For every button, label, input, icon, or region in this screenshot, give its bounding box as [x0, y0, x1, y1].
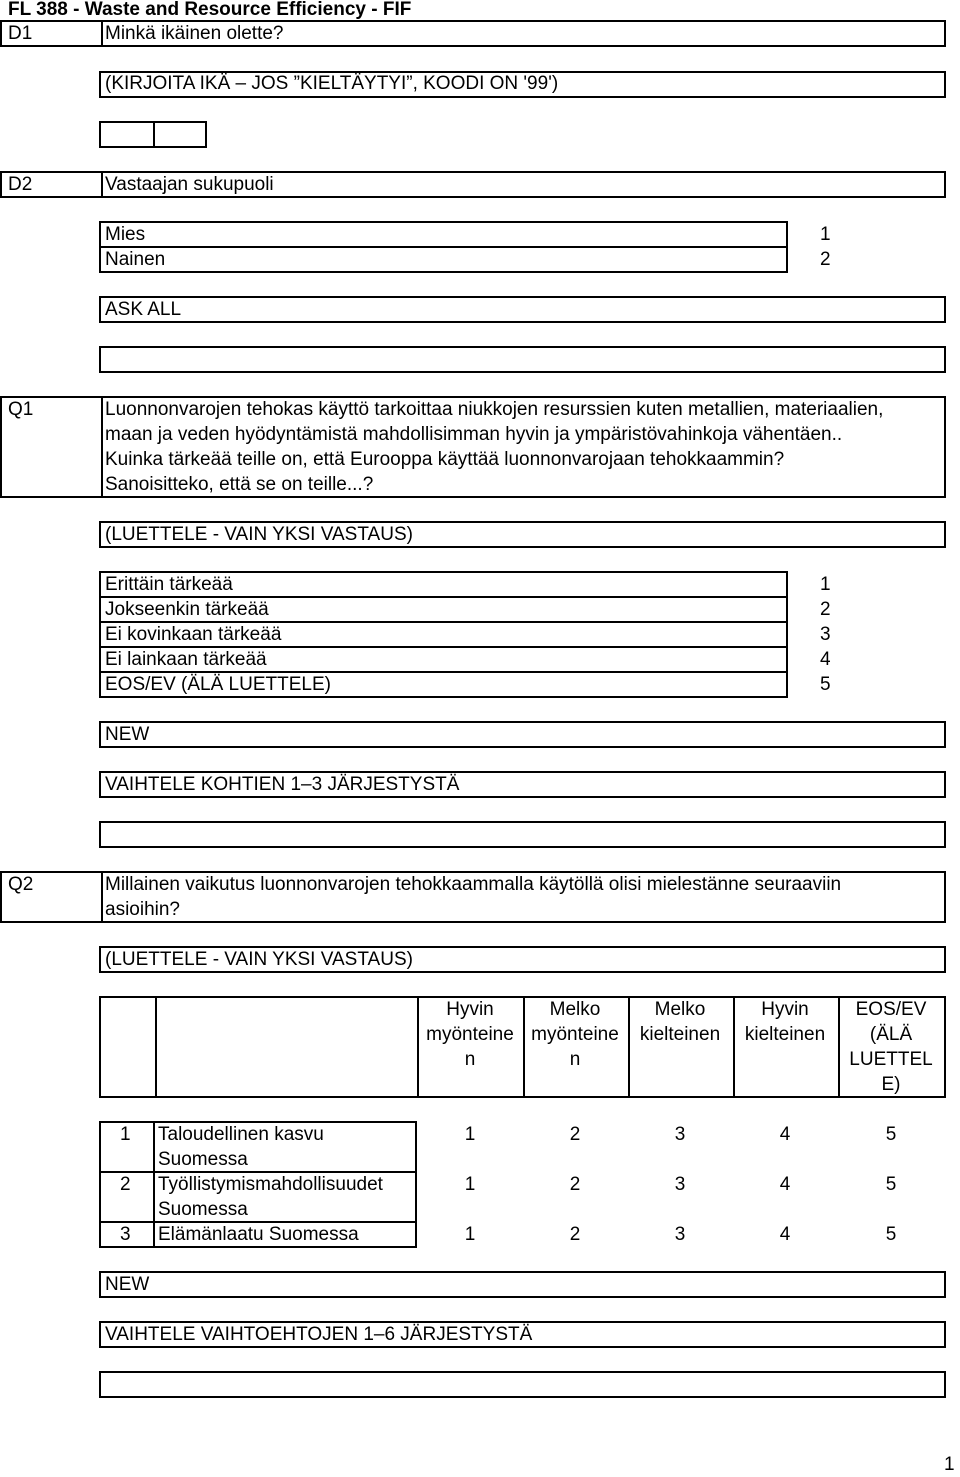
q1-option-label: EOS/EV (ÄLÄ LUETTELE) — [105, 674, 331, 695]
q2-answer-code[interactable]: 3 — [674, 1124, 686, 1145]
q2-answer-code[interactable]: 4 — [779, 1224, 791, 1245]
q1-option-code: 1 — [820, 574, 831, 595]
q2-answer-code[interactable]: 1 — [464, 1124, 476, 1145]
d2-option-row[interactable] — [99, 246, 788, 273]
q2-answer-code[interactable]: 5 — [885, 1124, 897, 1145]
age-input-boxes[interactable] — [99, 121, 207, 148]
q1-option-code: 4 — [820, 649, 831, 670]
column-header-eos-ev: EOS/EV (ÄLÄ LUETTEL E) — [849, 999, 933, 1095]
q2-row-label: Suomessa — [158, 1199, 248, 1220]
q2-answer-code[interactable]: 5 — [885, 1224, 897, 1245]
d2-option-row[interactable] — [99, 221, 788, 248]
d2-option-label: Nainen — [105, 249, 166, 270]
q1-option-code: 3 — [820, 624, 831, 645]
q1-option-label: Jokseenkin tärkeää — [105, 599, 269, 620]
page-number: 1 — [944, 1454, 955, 1475]
q1-text-line: Luonnonvarojen tehokas käyttö tarkoittaa niukkojen resurssien kuten metallien, materiaalien, — [105, 399, 884, 420]
q2-answer-code[interactable]: 2 — [569, 1224, 581, 1245]
q1-instruction: (LUETTELE - VAIN YKSI VASTAUS) — [105, 524, 413, 545]
q1-option-label: Erittäin tärkeää — [105, 574, 233, 595]
d2-option-label: Mies — [105, 224, 146, 245]
q2-row-label: Suomessa — [158, 1149, 248, 1170]
q2-answer-code[interactable]: 3 — [674, 1224, 686, 1245]
column-header-hyvin-kielteinen: Hyvin kielteinen — [744, 999, 826, 1045]
column-header-hyvin-myonteinen: Hyvin myönteine n — [426, 999, 514, 1070]
q1-code: Q1 — [8, 399, 34, 420]
d1-instruction: (KIRJOITA IKÄ – JOS ”KIELTÄYTYI”, KOODI ON '99') — [105, 73, 559, 94]
d2-option-code: 1 — [820, 224, 831, 245]
d2-code: D2 — [8, 174, 33, 195]
q2-answer-code[interactable]: 4 — [779, 1174, 791, 1195]
q2-answer-code[interactable]: 3 — [674, 1174, 686, 1195]
d2-question: Vastaajan sukupuoli — [105, 174, 274, 195]
ask-all-box — [99, 296, 946, 323]
q2-row-number: 1 — [120, 1124, 131, 1145]
q2-answer-code[interactable]: 1 — [464, 1174, 476, 1195]
q2-answer-code[interactable]: 5 — [885, 1174, 897, 1195]
q2-row-number: 3 — [120, 1224, 131, 1245]
q2-row-label: Taloudellinen kasvu — [158, 1124, 324, 1145]
q1-new-label: NEW — [105, 724, 150, 745]
q1-new-box — [99, 721, 946, 748]
q2-row-number: 2 — [120, 1174, 131, 1195]
q1-option-label: Ei kovinkaan tärkeää — [105, 624, 282, 645]
q2-rotate-note: VAIHTELE VAIHTOEHTOJEN 1–6 JÄRJESTYSTÄ — [105, 1324, 533, 1345]
q1-text-line: maan ja veden hyödyntämistä mahdollisimman hyvin ja ympäristövahinkoja vähentäen.. — [105, 424, 843, 445]
q2-answer-code[interactable]: 1 — [464, 1224, 476, 1245]
empty-box — [99, 1371, 946, 1398]
q1-option-label: Ei lainkaan tärkeää — [105, 649, 267, 670]
d1-question: Minkä ikäinen olette? — [105, 23, 284, 44]
q1-text-line: Sanoisitteko, että se on teille...? — [105, 474, 374, 495]
q2-question-line: asioihin? — [105, 899, 180, 920]
q1-rotate-note: VAIHTELE KOHTIEN 1–3 JÄRJESTYSTÄ — [105, 774, 460, 795]
q2-answer-code[interactable]: 2 — [569, 1174, 581, 1195]
q2-question-line: Millainen vaikutus luonnonvarojen tehokkaammalla käytöllä olisi mielestänne seuraaviin — [105, 874, 842, 895]
column-header-melko-myonteinen: Melko myönteine n — [531, 999, 619, 1070]
empty-box — [99, 346, 946, 373]
document-title: FL 388 - Waste and Resource Efficiency - FIF — [8, 0, 412, 20]
q2-row-label: Työllistymismahdollisuudet — [158, 1174, 383, 1195]
q2-new-label: NEW — [105, 1274, 150, 1295]
q1-option-code: 2 — [820, 599, 831, 620]
empty-box — [99, 821, 946, 848]
q2-instruction: (LUETTELE - VAIN YKSI VASTAUS) — [105, 949, 413, 970]
q2-answer-code[interactable]: 2 — [569, 1124, 581, 1145]
ask-all-label: ASK ALL — [105, 299, 182, 320]
column-header-melko-kielteinen: Melko kielteinen — [639, 999, 721, 1045]
q2-code: Q2 — [8, 874, 34, 895]
d2-option-code: 2 — [820, 249, 831, 270]
q2-new-box — [99, 1271, 946, 1298]
q2-row-label: Elämänlaatu Suomessa — [158, 1224, 359, 1245]
d1-code: D1 — [8, 23, 33, 44]
q1-text-line: Kuinka tärkeää teille on, että Eurooppa käyttää luonnonvarojaan tehokkaammin? — [105, 449, 785, 470]
q1-option-code: 5 — [820, 674, 831, 695]
q2-answer-code[interactable]: 4 — [779, 1124, 791, 1145]
